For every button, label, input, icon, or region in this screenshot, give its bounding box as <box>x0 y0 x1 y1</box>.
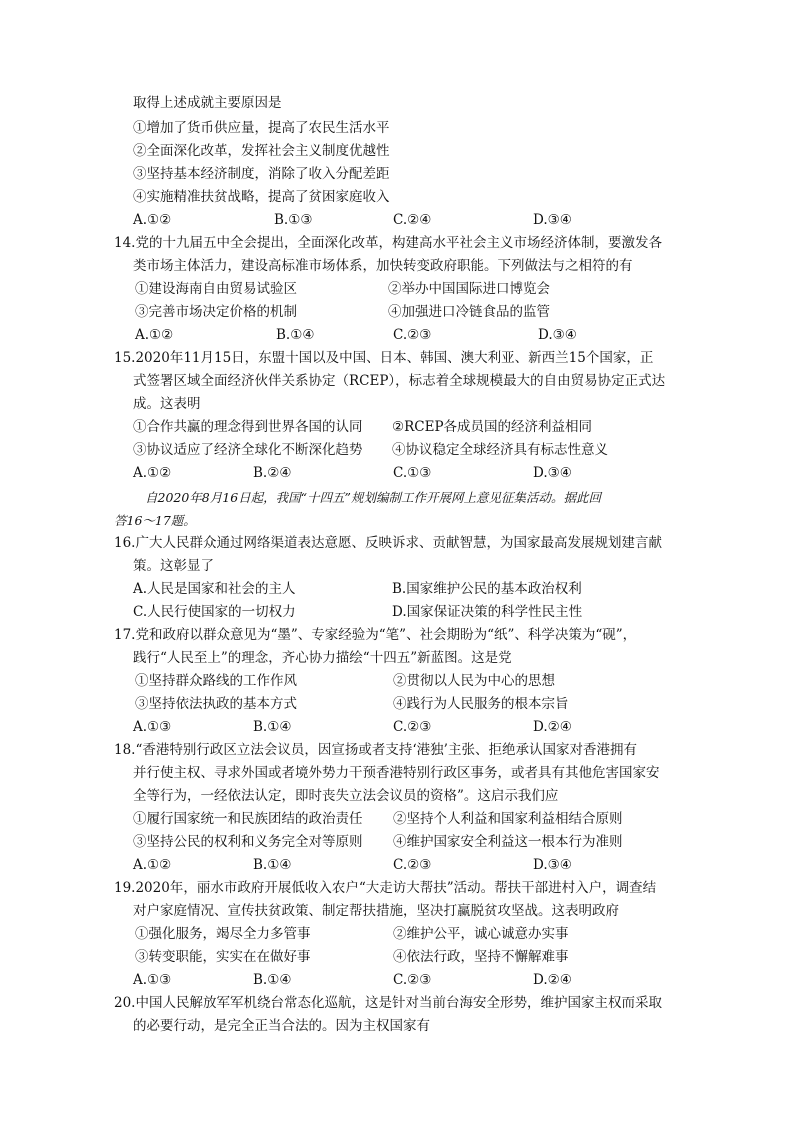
question-18-stem: 并行使主权、寻求外国或者境外势力干预香港特别行政区事务，或者具有其他危害国家安 <box>133 765 660 781</box>
choice-item: ②RCEP各成员国的经济利益相同 <box>392 419 593 435</box>
choice-item: ①坚持群众路线的工作作风 <box>135 673 297 689</box>
choice-item: ④加强进口冷链食品的监管 <box>388 304 550 320</box>
answer-option: A.①③ <box>133 972 172 988</box>
choice-item: ③坚持公民的权利和义务完全对等原则 <box>133 834 363 850</box>
answer-option: C.②③ <box>393 857 432 873</box>
choice-item: ①建设海南自由贸易试验区 <box>135 281 297 297</box>
question-18-stem: 18.“香港特别行政区立法会议员，因宣扬或者支持‘港独’主张、拒绝承认国家对香港拥有 <box>114 742 637 758</box>
answer-option: A.①② <box>133 212 172 228</box>
choice-item: ①合作共赢的理念得到世界各国的认同 <box>133 419 363 435</box>
answer-option: D.国家保证决策的科学性民主性 <box>392 604 583 620</box>
answer-option: C.人民行使国家的一切权力 <box>133 604 296 620</box>
question-20-stem: 20.中国人民解放军军机绕台常态化巡航，这是针对当前台海安全形势，维护国家主权而采取 <box>114 995 662 1011</box>
choice-item: ③坚持基本经济制度，消除了收入分配差距 <box>133 166 390 182</box>
answer-option: B.①③ <box>274 212 313 228</box>
choice-item: ①履行国家统一和民族团结的政治责任 <box>133 811 363 827</box>
choice-item: ②全面深化改革，发挥社会主义制度优越性 <box>133 143 390 159</box>
choice-item: ④维护国家安全利益这一根本行为准则 <box>393 834 623 850</box>
choice-item: ①增加了货币供应量，提高了农民生活水平 <box>133 120 390 136</box>
question-16-stem: 策。这彰显了 <box>133 558 214 574</box>
question-15-stem: 成。这表明 <box>133 396 201 412</box>
answer-option: B.①④ <box>276 327 315 343</box>
choice-item: ④实施精准扶贫战略，提高了贫困家庭收入 <box>133 189 390 205</box>
choice-item: ③完善市场决定价格的机制 <box>135 304 297 320</box>
answer-option: D.③④ <box>538 327 577 343</box>
answer-option: B.①④ <box>253 972 292 988</box>
answer-option: A.①③ <box>133 719 172 735</box>
answer-option: C.②③ <box>393 327 432 343</box>
answer-option: A.人民是国家和社会的主人 <box>133 581 296 597</box>
choice-item: ③协议适应了经济全球化不断深化趋势 <box>133 442 363 458</box>
question-15-stem: 式签署区域全面经济伙伴关系协定（RCEP），标志着全球规模最大的自由贸易协定正式达 <box>133 373 666 389</box>
question-19-stem: 对户家庭情况、宣传扶贫政策、制定帮扶措施，坚决打赢脱贫攻坚战。这表明政府 <box>133 903 619 919</box>
choice-item: ②贯彻以人民为中心的思想 <box>393 673 555 689</box>
question-18-stem: 全等行为，一经依法认定，即时丧失立法会议员的资格”。这启示我们应 <box>133 788 559 804</box>
question-15-stem: 15.2020年11月15日，东盟十国以及中国、日本、韩国、澳大利亚、新西兰15个国家，正 <box>114 350 654 366</box>
answer-option: D.③④ <box>533 857 572 873</box>
answer-option: B.①④ <box>253 719 292 735</box>
choice-item: ②坚持个人利益和国家利益相结合原则 <box>393 811 623 827</box>
choice-item: ②维护公平，诚心诚意办实事 <box>393 926 569 942</box>
answer-option: B.①④ <box>253 857 292 873</box>
material-text: 自2020年8月16日起，我国“十四五”规划编制工作开展网上意见征集活动。据此回 <box>145 490 601 505</box>
answer-option: D.③④ <box>533 465 572 481</box>
answer-option: D.②④ <box>533 719 572 735</box>
question-stem: 取得上述成就主要原因是 <box>133 95 282 111</box>
answer-option: A.①② <box>133 465 172 481</box>
material-text: 答16～17题。 <box>114 513 196 528</box>
answer-option: B.②④ <box>253 465 292 481</box>
question-17-stem: 17.党和政府以群众意见为“墨”、专家经验为“笔”、社会期盼为“纸”、科学决策为“砚”， <box>114 627 637 643</box>
answer-option: B.国家维护公民的基本政治权利 <box>392 581 582 597</box>
question-19-stem: 19.2020年，丽水市政府开展低收入农户“大走访大帮扶”活动。帮扶干部进村入户，调查结 <box>114 880 657 896</box>
answer-option: A.①② <box>133 857 172 873</box>
answer-option: D.③④ <box>533 212 572 228</box>
choice-item: ①强化服务，竭尽全力多管事 <box>135 926 311 942</box>
question-17-stem: 践行“人民至上”的理念，齐心协力描绘“十四五”新蓝图。这是党 <box>133 650 512 666</box>
choice-item: ④依法行政，坚持不懈解难事 <box>393 949 569 965</box>
question-14-stem: 类市场主体活力，建设高标准市场体系，加快转变政府职能。下列做法与之相符的有 <box>133 258 633 274</box>
answer-option: A.①② <box>135 327 174 343</box>
choice-item: ④践行为人民服务的根本宗旨 <box>393 696 569 712</box>
answer-option: D.②④ <box>533 972 572 988</box>
answer-option: C.②③ <box>393 972 432 988</box>
answer-option: C.①③ <box>393 465 432 481</box>
answer-option: C.②③ <box>393 719 432 735</box>
choice-item: ③坚持依法执政的基本方式 <box>135 696 297 712</box>
question-20-stem: 的必要行动，是完全正当合法的。因为主权国家有 <box>133 1018 430 1034</box>
question-14-stem: 14.党的十九届五中全会提出，全面深化改革，构建高水平社会主义市场经济体制，要激发各 <box>114 235 662 251</box>
choice-item: ④协议稳定全球经济具有标志性意义 <box>392 442 608 458</box>
choice-item: ③转变职能，实实在在做好事 <box>135 949 311 965</box>
question-16-stem: 16.广大人民群众通过网络渠道表达意愿、反映诉求、贡献智慧，为国家最高发展规划建言献 <box>114 535 662 551</box>
choice-item: ②举办中国国际进口博览会 <box>388 281 550 297</box>
answer-option: C.②④ <box>393 212 432 228</box>
